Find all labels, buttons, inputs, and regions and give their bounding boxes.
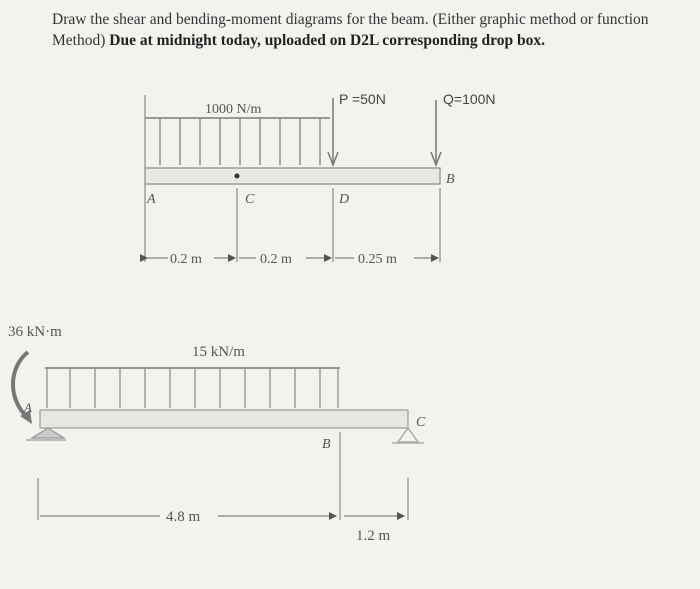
load-label-1000: 1000 N/m xyxy=(205,102,262,117)
figure-2 xyxy=(8,324,426,544)
instruction-deadline: Due at midnight today, uploaded on D2L corresponding drop box. xyxy=(109,32,545,49)
dim-ac: 0.2 m xyxy=(170,252,202,267)
beam-1 xyxy=(145,168,440,184)
dim-db: 0.25 m xyxy=(358,252,397,267)
load-label-p: P =50N xyxy=(339,91,386,107)
moment-label: 36 kN·m xyxy=(8,324,62,340)
load-label-15: 15 kN/m xyxy=(192,344,245,360)
point-b-2: B xyxy=(322,437,331,452)
point-c-2: C xyxy=(416,415,426,430)
beam-2 xyxy=(40,410,408,428)
point-a-1: A xyxy=(147,192,156,207)
dim-cd: 0.2 m xyxy=(260,252,292,267)
dim-bc: 1.2 m xyxy=(356,528,391,544)
load-label-q: Q=100N xyxy=(443,91,496,107)
instruction-text: Draw the shear and bending-moment diagrams for the beam. (Either graphic method or function Method) xyxy=(52,11,649,49)
distributed-load-arrows-2 xyxy=(47,368,338,408)
point-d-1: D xyxy=(339,192,350,207)
distributed-load-arrows-1 xyxy=(160,118,320,165)
support-c xyxy=(392,428,424,443)
dim-ab: 4.8 m xyxy=(166,509,201,525)
point-b-1: B xyxy=(446,172,455,187)
point-c-1: C xyxy=(245,192,255,207)
support-a xyxy=(26,428,66,440)
figure-1 xyxy=(145,91,496,267)
point-a-2: A xyxy=(24,400,32,415)
